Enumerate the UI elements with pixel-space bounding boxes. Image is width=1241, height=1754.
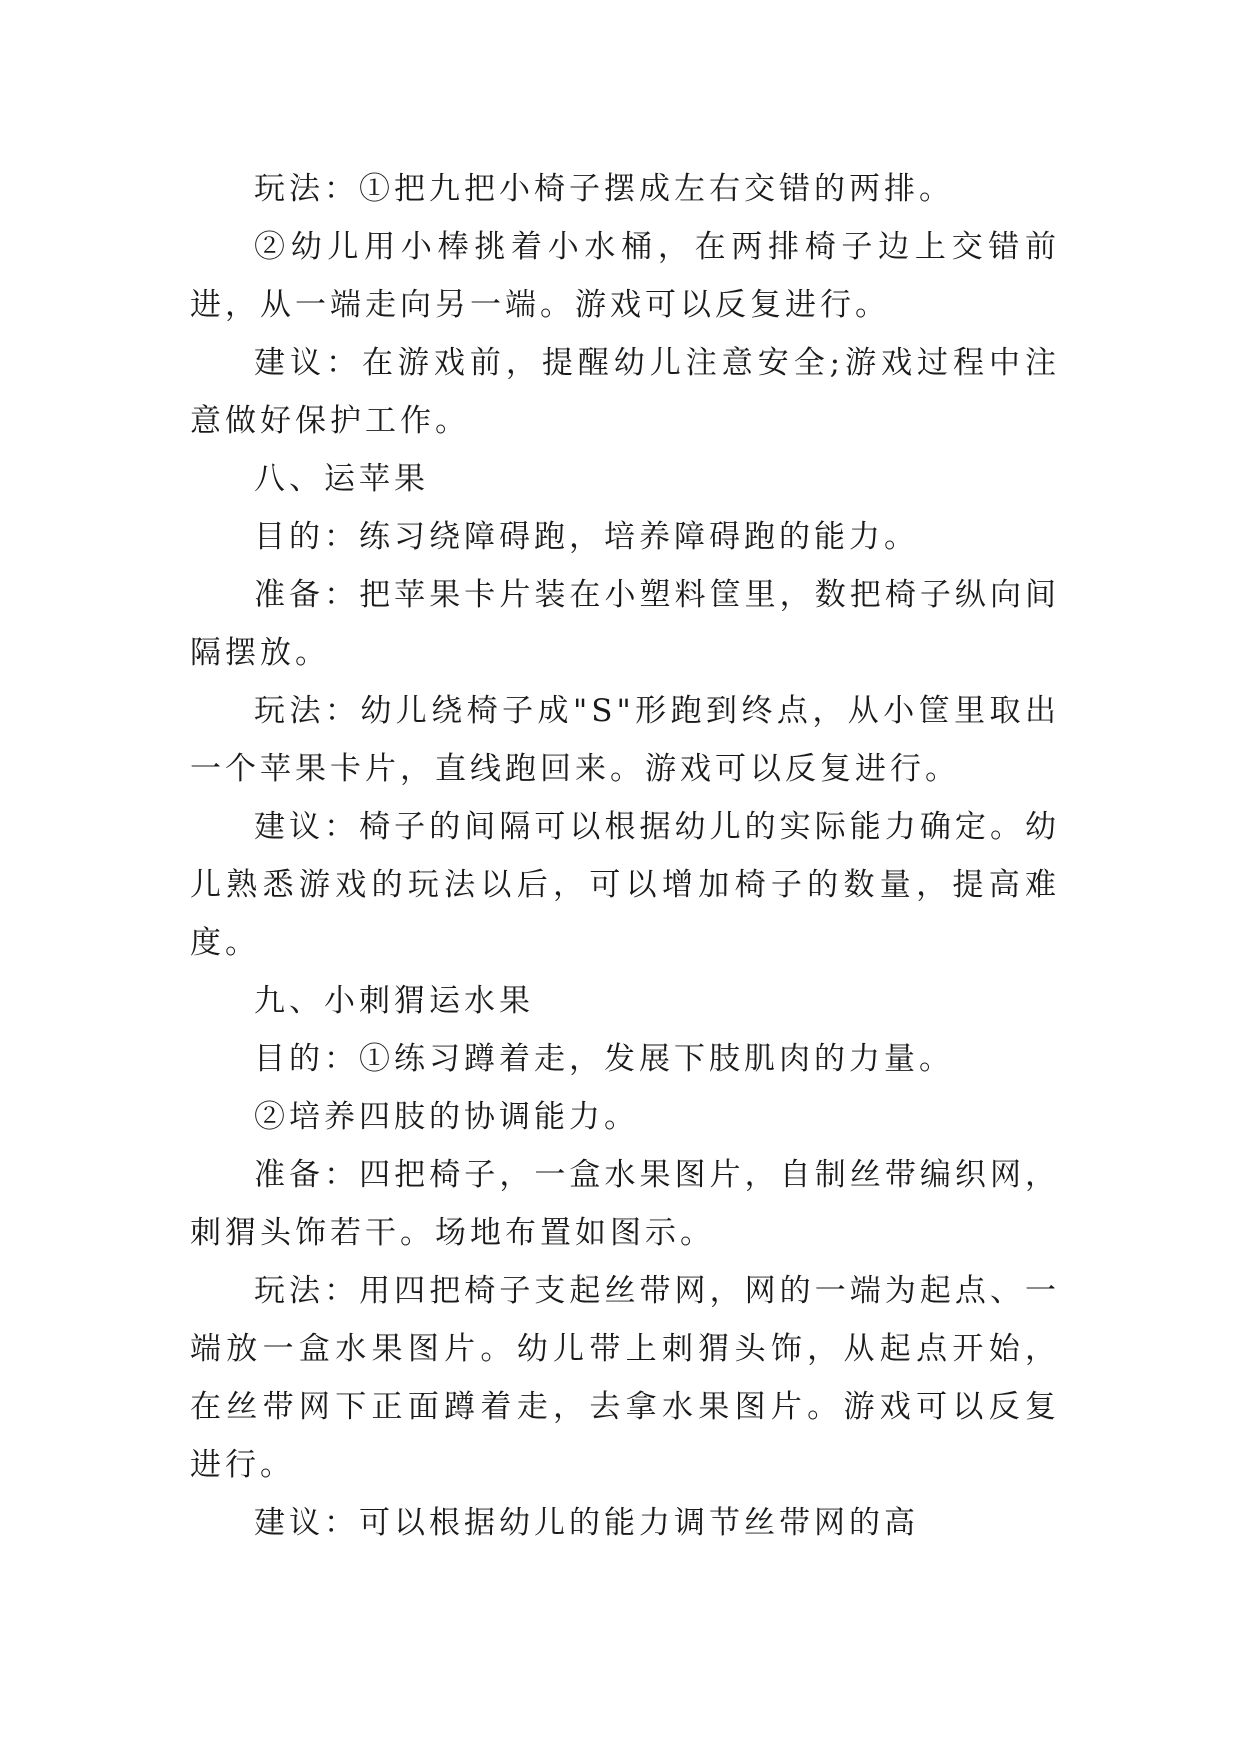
- paragraph-preparation-apple-cards: 准备：把苹果卡片装在小塑料筐里，数把椅子纵向间隔摆放。: [190, 577, 1060, 671]
- paragraph-suggestion-safety: 建议：在游戏前，提醒幼儿注意安全;游戏过程中注意做好保护工作。: [190, 345, 1060, 439]
- paragraph-play-rule-hedgehog: 玩法：用四把椅子支起丝带网，网的一端为起点、一端放一盒水果图片。幼儿带上刺猬头饰，从起点开始，在丝带网下正面蹲着走，去拿水果图片。游戏可以反复进行。: [190, 1273, 1060, 1483]
- document-page: [190, 160, 1060, 1552]
- paragraph-preparation-ribbon-net: 准备：四把椅子，一盒水果图片，自制丝带编织网，刺猬头饰若干。场地布置如图示。: [190, 1157, 1060, 1251]
- section-heading-hedgehog-fruit: 九、小刺猬运水果: [254, 983, 534, 1019]
- paragraph-suggestion-chair-spacing: 建议：椅子的间隔可以根据幼儿的实际能力确定。幼儿熟悉游戏的玩法以后，可以增加椅子的数量，提高难度。: [190, 809, 1060, 961]
- paragraph-purpose-obstacle-run: 目的：练习绕障碍跑，培养障碍跑的能力。: [254, 519, 919, 555]
- paragraph-purpose-squat-walk: 目的：①练习蹲着走，发展下肢肌肉的力量。: [254, 1041, 954, 1077]
- paragraph-purpose-coordination: ②培养四肢的协调能力。: [254, 1099, 639, 1135]
- paragraph-play-rule-s-shape: 玩法：幼儿绕椅子成"S"形跑到终点，从小筐里取出一个苹果卡片，直线跑回来。游戏可以反复进行。: [190, 693, 1060, 787]
- paragraph-play-rule-chairs: 玩法：①把九把小椅子摆成左右交错的两排。: [254, 171, 954, 207]
- paragraph-play-rule-bucket: ②幼儿用小棒挑着小水桶，在两排椅子边上交错前进，从一端走向另一端。游戏可以反复进行。: [190, 229, 1060, 323]
- paragraph-suggestion-net-height: 建议：可以根据幼儿的能力调节丝带网的高: [254, 1505, 919, 1541]
- section-heading-carry-apples: 八、运苹果: [254, 461, 429, 497]
